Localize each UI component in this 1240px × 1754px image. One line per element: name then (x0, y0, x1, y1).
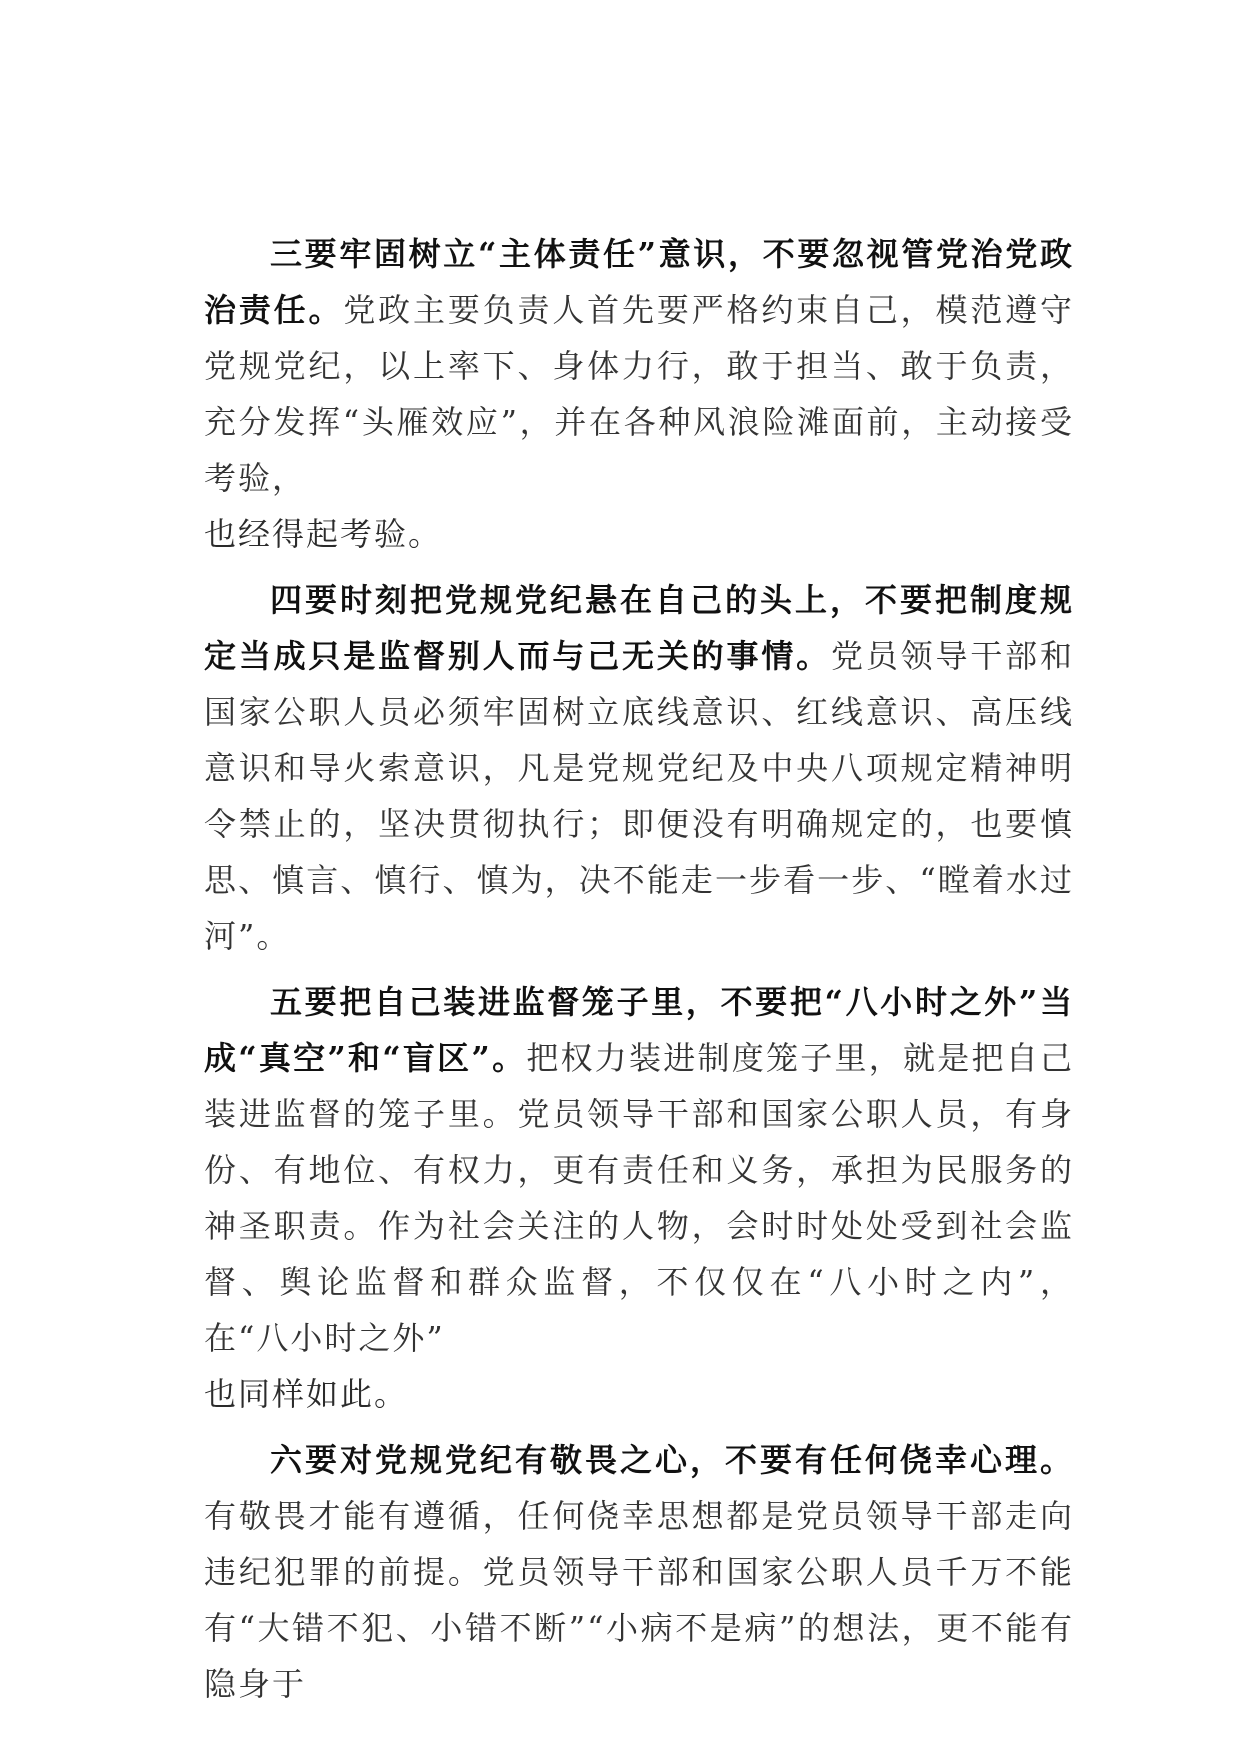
paragraph-3-lead: 三要牢固树立“主体责任”意识，不要忽视管党治党政治责任。 (204, 235, 1074, 329)
paragraph-5 (204, 974, 1074, 1366)
document-page (204, 226, 1074, 1703)
paragraph-4 (204, 572, 1074, 964)
paragraph-6-lead: 六要对党规党纪有敬畏之心，不要有任何侥幸心理。 (270, 1441, 1074, 1479)
paragraph-6-body: 有敬畏才能有遵循，任何侥幸思想都是党员领导干部走向违纪犯罪的前提。党员领导干部和国家公职人员千万不能有“大错不犯、小错不断”“小病不是病”的想法，更不能有隐身于 (204, 1497, 1074, 1703)
paragraph-4-body: 党员领导干部和国家公职人员必须牢固树立底线意识、红线意识、高压线意识和导火索意识，凡是党规党纪及中央八项规定精神明令禁止的，坚决贯彻执行；即便没有明确规定的，也要慎思、慎言、慎行、慎为，决不能走一步看一步、“瞠着水过河”。 (204, 637, 1074, 955)
paragraph-3-body: 党政主要负责人首先要严格约束自己，模范遵守党规党纪，以上率下、身体力行，敢于担当、敢于负责，充分发挥“头雁效应”，并在各种风浪险滩面前，主动接受考验， (204, 291, 1074, 497)
paragraph-5-lead: 五要把自己装进监督笼子里，不要把“八小时之外”当成“真空”和“盲区”。 (204, 983, 1074, 1077)
paragraph-3-continuation: 也经得起考验。 (204, 515, 443, 553)
paragraph-6 (204, 1432, 1074, 1712)
paragraph-5-continuation: 也同样如此。 (204, 1375, 409, 1413)
paragraph-3 (204, 226, 1074, 506)
paragraph-5-body: 把权力装进制度笼子里，就是把自己装进监督的笼子里。党员领导干部和国家公职人员，有身份、有地位、有权力，更有责任和义务，承担为民服务的神圣职责。作为社会关注的人物，会时时处处受到社会监督、舆论监督和群众监督，不仅仅在“八小时之内”，在“八小时之外” (204, 1039, 1074, 1357)
paragraph-4-lead: 四要时刻把党规党纪悬在自己的头上，不要把制度规定当成只是监督别人而与己无关的事情。 (204, 581, 1074, 675)
